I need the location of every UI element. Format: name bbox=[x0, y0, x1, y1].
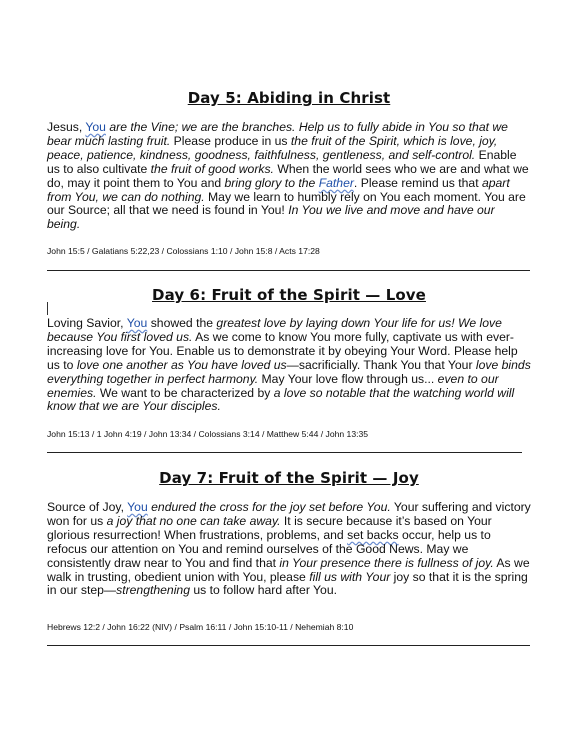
day6-title: Day 6: Fruit of the Spirit — Love bbox=[152, 286, 426, 304]
text-run: We want to be characterized by bbox=[96, 385, 274, 400]
day6-refs-block bbox=[47, 429, 531, 439]
text-run: endured the cross for the joy set before You. bbox=[147, 500, 391, 514]
text-run: showed the bbox=[147, 316, 217, 330]
text-run: are the Vine; we are the branches. Help us to fully abide in You so that we bear much lasting fruit. bbox=[47, 120, 508, 148]
day7-scripture-refs: Hebrews 12:2 / John 16:22 (NIV) / Psalm 16:11 / John 15:10-11 / Nehemiah 8:10 bbox=[47, 622, 354, 632]
day7-paragraph[interactable] bbox=[47, 501, 531, 598]
text-run: us to follow hard after You. bbox=[189, 583, 337, 598]
text-run: a love so notable that the watching world will know that we are Your disciples. bbox=[47, 385, 515, 414]
day6-paragraph[interactable] bbox=[47, 317, 531, 414]
you-spellcheck-word[interactable]: You bbox=[85, 120, 106, 134]
day5-title: Day 5: Abiding in Christ bbox=[187, 89, 391, 107]
text-run: Enable us to also cultivate bbox=[47, 147, 517, 176]
text-run: the fruit of the Spirit, which is love, joy, peace, patience, kindness, goodness, faithfulness, gentleness, and self-control. bbox=[47, 133, 498, 162]
text-run: As we walk in trusting, obedient union with You, please bbox=[47, 555, 530, 584]
text-run: even to our enemies. bbox=[47, 371, 499, 400]
text-run: the fruit of good works. bbox=[150, 161, 274, 176]
day5-section bbox=[47, 89, 531, 107]
text-run: a joy that no one can take away. bbox=[106, 513, 281, 528]
text-run: greatest love by laying down Your life for us! We love because You first loved us. bbox=[47, 316, 502, 344]
text-run: May we learn to humbly rely on You each moment. You are our Source; all that we need is found in You! bbox=[47, 189, 526, 218]
section-divider bbox=[47, 645, 530, 646]
text-run: Your suffering and victory won for us bbox=[47, 500, 531, 528]
text-run: May Your love flow through us... bbox=[258, 371, 438, 386]
you-spellcheck-word[interactable]: You bbox=[126, 316, 148, 330]
you-spellcheck-word[interactable]: You bbox=[127, 500, 148, 514]
text-run: love binds everything together in perfect harmony. bbox=[47, 357, 531, 386]
day5-paragraph[interactable] bbox=[47, 121, 531, 232]
text-run: apart from You, we can do nothing. bbox=[47, 175, 510, 204]
day6-body bbox=[47, 317, 531, 414]
setbacks-spellcheck-word[interactable]: set backs bbox=[347, 527, 399, 542]
day6-scripture-refs: John 15:13 / 1 John 4:19 / John 13:34 / Colossians 3:14 / Matthew 5:44 / John 13:35 bbox=[47, 429, 369, 439]
text-run: —sacrificially. Thank You that Your bbox=[286, 357, 476, 372]
day7-body bbox=[47, 501, 531, 598]
text-cursor bbox=[47, 302, 48, 315]
text-run: Source of Joy, bbox=[47, 500, 128, 514]
day5-body bbox=[47, 121, 531, 232]
day7-title: Day 7: Fruit of the Spirit — Joy bbox=[159, 469, 419, 487]
text-run: . bbox=[353, 175, 358, 190]
text-run: love one another as You have loved us bbox=[76, 357, 287, 372]
text-run: Please produce in us bbox=[170, 133, 291, 148]
text-run: fill us with Your bbox=[309, 569, 391, 584]
text-run: Please remind us that bbox=[357, 175, 482, 190]
father-spellcheck-word[interactable]: Father bbox=[318, 175, 354, 190]
section-divider bbox=[47, 452, 522, 453]
day7-refs-block bbox=[47, 622, 531, 632]
day7-section bbox=[47, 469, 531, 487]
text-run: Loving Savior, bbox=[47, 316, 127, 330]
text-run: When the world sees who we are and what we do, may it point them to You and bbox=[47, 161, 529, 190]
day5-scripture-refs: John 15:5 / Galatians 5:22,23 / Colossians 1:10 / John 15:8 / Acts 17:28 bbox=[47, 246, 320, 256]
text-run: In You we live and move and have our being. bbox=[47, 203, 495, 232]
day5-refs-block bbox=[47, 246, 531, 256]
day6-section bbox=[47, 286, 531, 304]
text-run: Jesus, bbox=[47, 120, 86, 134]
text-run: It is secure because it’s based on Your glorious resurrection! When frustrations, problems, and bbox=[47, 513, 492, 542]
section-divider bbox=[47, 270, 530, 271]
text-run: As we come to know You more fully, captivate us with ever-increasing love for You. Enable us to demonstrate it by obeying Your Word. Please help us to bbox=[47, 329, 518, 372]
text-run: in Your presence there is fullness of joy. bbox=[279, 555, 494, 570]
text-run: occur, help us to refocus our attention on You and remind ourselves of the Good News. May we consistently draw near to You and find that bbox=[47, 527, 491, 570]
text-run: bring glory to the bbox=[224, 175, 319, 190]
text-run: strengthening bbox=[116, 583, 190, 598]
text-run: joy so that it is the spring in our step— bbox=[47, 569, 528, 598]
